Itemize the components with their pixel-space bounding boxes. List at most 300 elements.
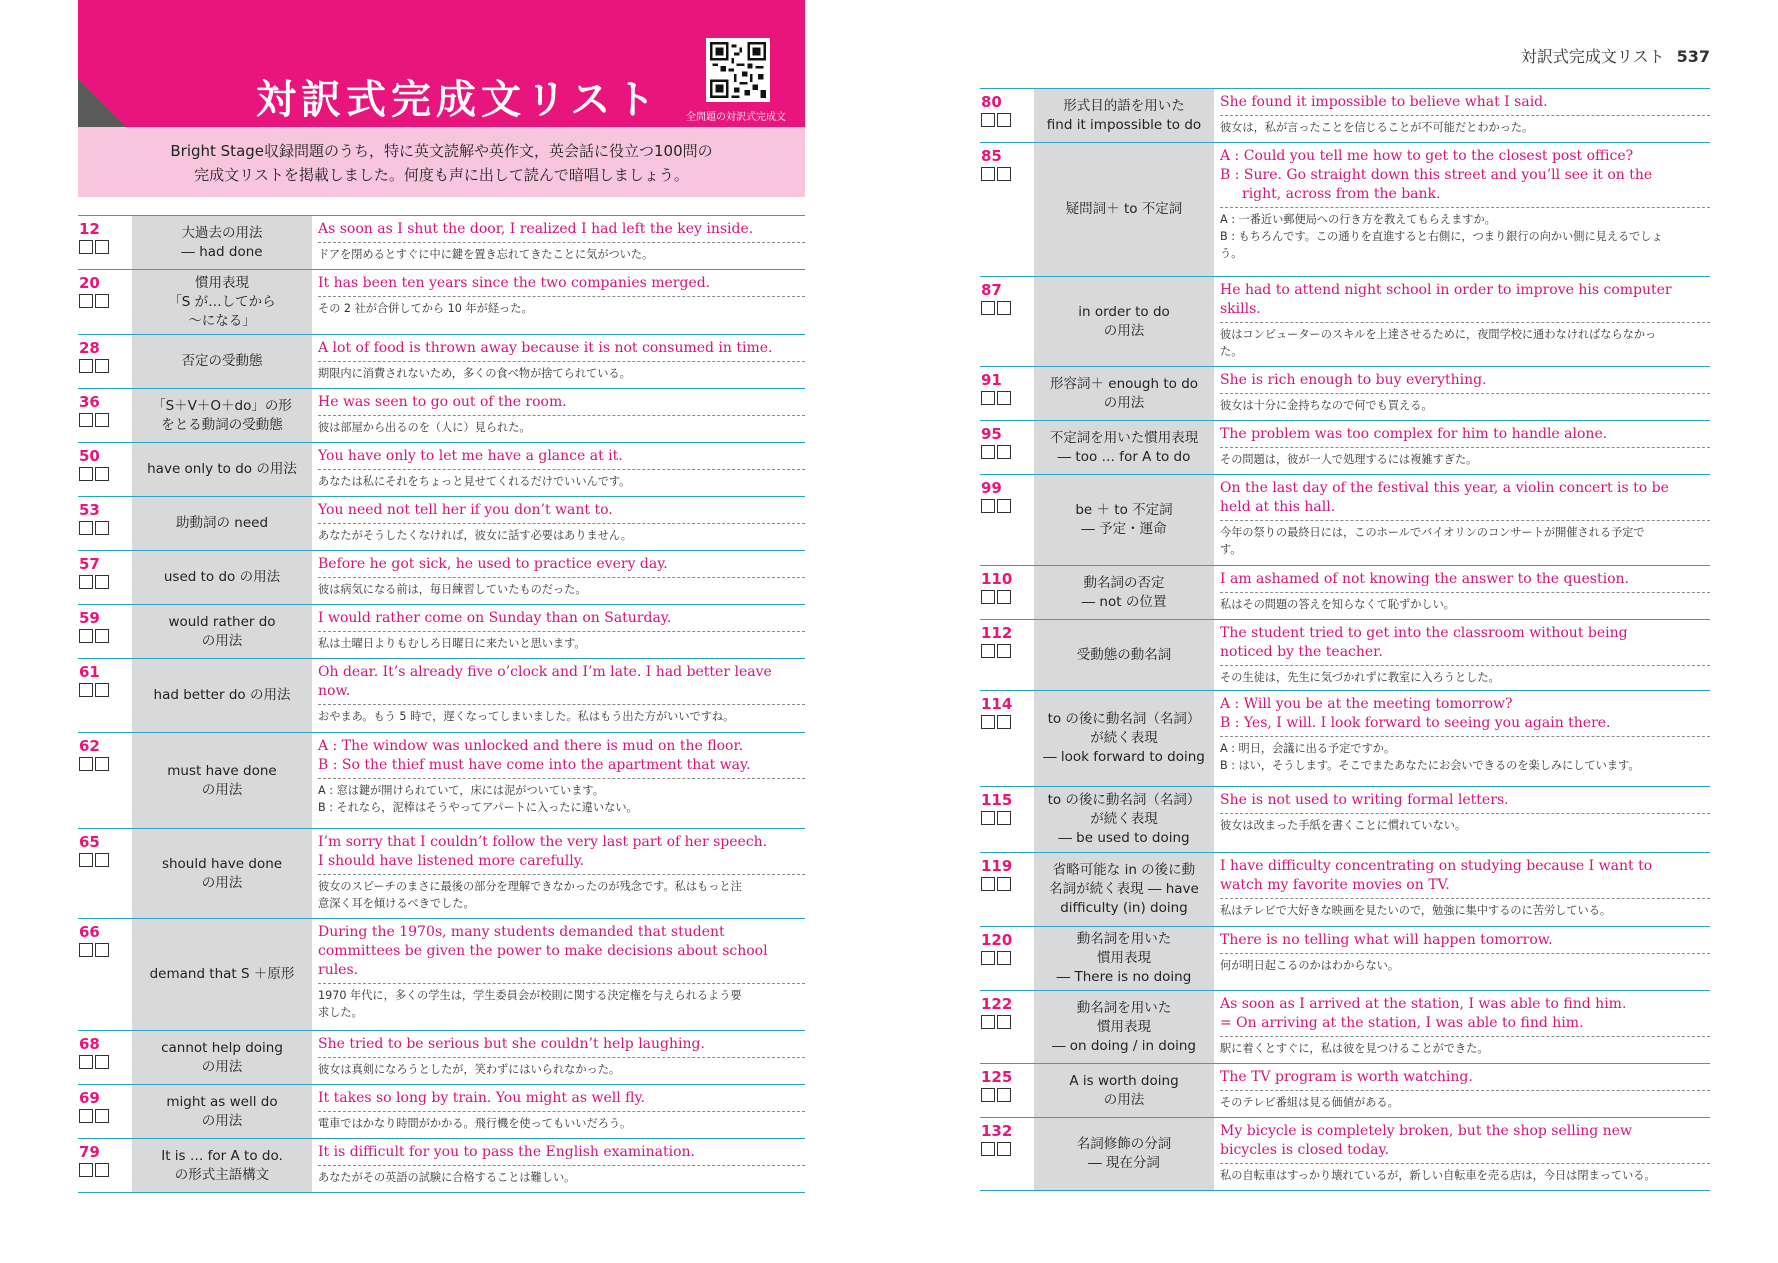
entry-number-block: [980, 89, 1034, 142]
entry-number-block: [980, 787, 1034, 852]
checkbox[interactable]: [79, 683, 93, 697]
english-sentence: [1220, 1118, 1710, 1164]
japanese-line: 期限内に消費されないため，多くの食べ物が捨てられている。: [318, 367, 631, 380]
grammar-category: [1034, 787, 1214, 852]
checkbox[interactable]: [981, 1088, 995, 1102]
entry-content: [1214, 1064, 1710, 1117]
japanese-line: 彼女は真剣になろうとしたが，笑わずにはいられなかった。: [318, 1063, 621, 1076]
entry-content: [1214, 1118, 1710, 1190]
check-boxes: [981, 445, 1034, 459]
japanese-line: A : 明日，会議に出る予定ですか。: [1220, 742, 1396, 755]
entry-number: 87: [981, 281, 1002, 299]
entry-number-block: [980, 421, 1034, 474]
entry-row: [78, 442, 805, 496]
english-sentence: [1220, 367, 1710, 394]
checkbox[interactable]: [95, 943, 109, 957]
entry-number-block: [980, 1064, 1034, 1117]
english-line: I am ashamed of not knowing the answer to the question.: [1220, 571, 1629, 587]
english-line: I have difficulty concentrating on studying because I want to: [1220, 858, 1653, 874]
japanese-translation: [1220, 593, 1710, 615]
japanese-translation: [318, 524, 805, 546]
grammar-category: [132, 270, 312, 334]
english-sentence: [318, 659, 805, 705]
english-line: rules.: [318, 962, 359, 978]
check-boxes: [981, 113, 1034, 127]
grammar-category: [1034, 853, 1214, 926]
entry-number: 12: [79, 220, 100, 238]
grammar-category-label: demand that S ＋原形: [149, 966, 295, 982]
check-boxes: [981, 1142, 1034, 1156]
entry-number: 119: [981, 857, 1013, 875]
checkbox[interactable]: [79, 853, 93, 867]
grammar-category-label: A is worth doing の用法: [1069, 1072, 1179, 1108]
english-line: It has been ten years since the two companies merged.: [318, 275, 711, 291]
grammar-category: [132, 216, 312, 269]
intro-text: [78, 127, 805, 197]
entry-row: [980, 786, 1710, 852]
checkbox[interactable]: [95, 757, 109, 771]
entry-number-block: [78, 389, 132, 442]
japanese-translation: [1220, 737, 1710, 776]
grammar-category: [132, 733, 312, 828]
entry-content: [312, 443, 805, 496]
check-boxes: [981, 1088, 1034, 1102]
entry-content: [1214, 143, 1710, 276]
grammar-category: [1034, 143, 1214, 276]
japanese-translation: [1220, 1091, 1710, 1113]
entry-row: [78, 1138, 805, 1193]
grammar-category: [1034, 620, 1214, 690]
japanese-line: 何が明日起こるのかはわからない。: [1220, 959, 1400, 972]
entry-row: [78, 269, 805, 334]
grammar-category: [132, 1031, 312, 1084]
grammar-category-label: 大過去の用法 ― had done: [181, 224, 263, 260]
grammar-category: [132, 659, 312, 732]
japanese-line: A : 一番近い郵便局への行き方を教えてもらえますか。: [1220, 213, 1496, 226]
grammar-category-label: 形式目的語を用いた find it impossible to do: [1046, 97, 1202, 133]
english-sentence: [318, 1139, 805, 1166]
entry-content: [312, 335, 805, 388]
english-line: right, across from the bank.: [1242, 186, 1441, 202]
entry-number: 20: [79, 274, 100, 292]
japanese-line: 彼女は十分に金持ちなので何でも買える。: [1220, 399, 1433, 412]
entry-content: [1214, 421, 1710, 474]
entry-number: 28: [79, 339, 100, 357]
english-sentence: [1220, 566, 1710, 593]
entry-row: [980, 565, 1710, 619]
english-sentence: [1220, 853, 1710, 899]
checkbox[interactable]: [95, 294, 109, 308]
checkbox[interactable]: [997, 1015, 1011, 1029]
grammar-category: [1034, 421, 1214, 474]
english-line: You have only to let me have a glance at it.: [318, 448, 623, 464]
entry-row: [78, 334, 805, 388]
check-boxes: [981, 391, 1034, 405]
entry-number: 110: [981, 570, 1013, 588]
checkbox[interactable]: [981, 499, 995, 513]
entry-number: 53: [79, 501, 100, 519]
grammar-category-label: 動名詞の否定 ― not の位置: [1081, 574, 1167, 610]
entry-number-block: [78, 551, 132, 604]
japanese-line: B : はい，そうします。そこでまたあなたにお会いできるのを楽しみにしています。: [1220, 759, 1640, 772]
entry-number-block: [78, 1139, 132, 1192]
japanese-line: 意深く耳を傾けるべきでした。: [318, 897, 475, 910]
japanese-line: 駅に着くとすぐに，私は彼を見つけることができた。: [1220, 1042, 1489, 1055]
entry-content: [312, 497, 805, 550]
checkbox[interactable]: [95, 359, 109, 373]
checkbox[interactable]: [95, 521, 109, 535]
entry-row: [980, 142, 1710, 276]
entry-number-block: [78, 443, 132, 496]
grammar-category: [132, 919, 312, 1030]
japanese-translation: [1220, 814, 1710, 836]
japanese-line: その 2 社が合併してから 10 年が経った。: [318, 302, 533, 315]
checkbox[interactable]: [95, 575, 109, 589]
checkbox[interactable]: [95, 240, 109, 254]
english-line: held at this hall.: [1220, 499, 1336, 515]
checkbox[interactable]: [981, 1015, 995, 1029]
checkbox[interactable]: [95, 413, 109, 427]
japanese-line: す。: [1220, 543, 1242, 556]
checkbox[interactable]: [997, 951, 1011, 965]
grammar-category: [132, 389, 312, 442]
entry-row: [980, 990, 1710, 1063]
entry-row: [78, 215, 805, 269]
japanese-line: そのテレビ番組は見る価値がある。: [1220, 1096, 1399, 1109]
grammar-category: [132, 443, 312, 496]
running-head: [1521, 44, 1710, 67]
english-sentence: [318, 1031, 805, 1058]
english-line: He had to attend night school in order to improve his computer: [1220, 282, 1672, 298]
entry-number: 125: [981, 1068, 1013, 1086]
checkbox[interactable]: [79, 943, 93, 957]
checkbox[interactable]: [79, 629, 93, 643]
checkbox[interactable]: [997, 644, 1011, 658]
english-line: committees be given the power to make decisions about school: [318, 943, 768, 959]
checkbox[interactable]: [981, 113, 995, 127]
english-line: She found it impossible to believe what I said.: [1220, 94, 1548, 110]
checkbox[interactable]: [79, 521, 93, 535]
checkbox[interactable]: [981, 811, 995, 825]
entry-content: [312, 270, 805, 334]
checkbox[interactable]: [79, 467, 93, 481]
checkbox[interactable]: [997, 1088, 1011, 1102]
entry-content: [1214, 991, 1710, 1063]
japanese-translation: [318, 705, 805, 727]
checkbox[interactable]: [997, 715, 1011, 729]
entry-row: [78, 1084, 805, 1138]
entry-number: 115: [981, 791, 1013, 809]
grammar-category-label: might as well do の用法: [166, 1093, 278, 1129]
running-head-title: 対訳式完成文リスト: [1520, 47, 1665, 66]
qr-code-icon[interactable]: [706, 38, 770, 102]
entry-row: [980, 926, 1710, 990]
entry-number: 120: [981, 931, 1013, 949]
japanese-translation: [1220, 1164, 1710, 1186]
entry-content: [1214, 927, 1710, 990]
japanese-translation: [318, 1058, 805, 1080]
checkbox[interactable]: [95, 629, 109, 643]
checkbox[interactable]: [997, 167, 1011, 181]
entry-row: [78, 732, 805, 828]
english-sentence: [1220, 787, 1710, 814]
entry-row: [78, 550, 805, 604]
japanese-translation: [1220, 208, 1710, 264]
japanese-translation: [318, 984, 805, 1023]
entry-number: 36: [79, 393, 100, 411]
checkbox[interactable]: [981, 590, 995, 604]
grammar-category-label: 受動態の動名詞: [1076, 646, 1172, 663]
entry-number: 114: [981, 695, 1013, 713]
entry-number-block: [78, 605, 132, 658]
english-line: My bicycle is completely broken, but the shop selling new: [1220, 1123, 1632, 1139]
checkbox[interactable]: [79, 1109, 93, 1123]
checkbox[interactable]: [997, 391, 1011, 405]
english-line: He was seen to go out of the room.: [318, 394, 567, 410]
grammar-category-label: 助動詞の need: [175, 515, 269, 531]
checkbox[interactable]: [981, 301, 995, 315]
japanese-translation: [1220, 394, 1710, 416]
checkbox[interactable]: [981, 644, 995, 658]
grammar-category-label: have only to do の用法: [147, 461, 297, 477]
japanese-line: その問題は，彼が一人で処理するには複雑すぎた。: [1220, 453, 1478, 466]
checkbox[interactable]: [997, 811, 1011, 825]
grammar-category: [132, 1085, 312, 1138]
entry-number: 80: [981, 93, 1002, 111]
english-sentence: [318, 443, 805, 470]
entry-row: [980, 88, 1710, 142]
check-boxes: [79, 1109, 132, 1123]
english-line: A lot of food is thrown away because it is not consumed in time.: [318, 340, 773, 356]
japanese-line: 彼女は，私が言ったことを信じることが不可能だとわかった。: [1220, 121, 1534, 134]
entry-content: [312, 551, 805, 604]
grammar-category-label: had better do の用法: [153, 687, 291, 703]
english-sentence: [318, 1085, 805, 1112]
english-sentence: [318, 270, 805, 297]
english-sentence: [318, 605, 805, 632]
japanese-translation: [318, 1166, 805, 1188]
japanese-line: た。: [1220, 345, 1243, 358]
entry-content: [312, 659, 805, 732]
grammar-category-label: 疑問詞＋ to 不定詞: [1065, 201, 1183, 217]
japanese-line: あなたは私にそれをちょっと見せてくれるだけでいいんです。: [318, 475, 631, 488]
grammar-category-label: to の後に動名詞（名詞） が続く表現 ― be used to doing: [1047, 792, 1201, 846]
english-line: noticed by the teacher.: [1220, 644, 1383, 660]
checkbox[interactable]: [95, 467, 109, 481]
grammar-category: [1034, 1064, 1214, 1117]
japanese-translation: [318, 875, 805, 914]
checkbox[interactable]: [981, 877, 995, 891]
entry-number-block: [78, 829, 132, 918]
entry-number: 132: [981, 1122, 1013, 1140]
grammar-category-label: used to do の用法: [163, 569, 281, 585]
header-banner: [78, 0, 805, 127]
grammar-category: [132, 1139, 312, 1192]
japanese-translation: [1220, 323, 1710, 362]
entry-row: [78, 658, 805, 732]
japanese-translation: [318, 470, 805, 492]
japanese-line: B : それなら，泥棒はそうやってアパートに入ったに違いない。: [318, 801, 638, 814]
checkbox[interactable]: [997, 113, 1011, 127]
page-title: 対訳式完成文リスト: [256, 77, 661, 123]
entry-number: 122: [981, 995, 1013, 1013]
entry-number-block: [980, 566, 1034, 619]
entry-content: [312, 1031, 805, 1084]
english-line: During the 1970s, many students demanded that student: [318, 924, 725, 940]
checkbox[interactable]: [981, 715, 995, 729]
qr-caption: 全問題の対訳式完成文: [686, 112, 786, 123]
entry-row: [980, 276, 1710, 366]
entry-content: [312, 216, 805, 269]
grammar-category-label: be ＋ to 不定詞 ― 予定・運命: [1075, 502, 1173, 537]
entry-row: [980, 690, 1710, 786]
grammar-category-label: 否定の受動態: [181, 353, 263, 369]
checkbox[interactable]: [997, 1142, 1011, 1156]
checkbox[interactable]: [981, 1142, 995, 1156]
checkbox[interactable]: [997, 877, 1011, 891]
grammar-category-label: 省略可能な in の後に動 名詞が続く表現 ― have difficulty (in) doing: [1049, 862, 1199, 916]
japanese-translation: [318, 779, 805, 818]
checkbox[interactable]: [997, 590, 1011, 604]
entry-row: [980, 474, 1710, 565]
checkbox[interactable]: [79, 757, 93, 771]
entry-content: [1214, 853, 1710, 926]
checkbox[interactable]: [79, 1055, 93, 1069]
entry-row: [980, 1063, 1710, 1117]
japanese-line: 私の自転車はすっかり壊れているが，新しい自転車を売る店は，今日は閉まっている。: [1220, 1169, 1656, 1182]
japanese-translation: [1220, 899, 1710, 921]
entry-content: [1214, 367, 1710, 420]
checkbox[interactable]: [981, 951, 995, 965]
grammar-category-label: should have done の用法: [161, 855, 283, 891]
checkbox[interactable]: [981, 391, 995, 405]
grammar-category-label: would rather do の用法: [168, 613, 276, 649]
entry-number: 79: [79, 1143, 100, 1161]
entry-number-block: [980, 475, 1034, 565]
grammar-category-label: It is … for A to do. の形式主語構文: [161, 1147, 283, 1183]
english-sentence: [318, 733, 805, 779]
english-line: skills.: [1220, 301, 1261, 317]
english-sentence: [1220, 143, 1710, 208]
japanese-translation: [318, 297, 805, 319]
entry-content: [312, 733, 805, 828]
check-boxes: [79, 413, 132, 427]
english-line: The TV program is worth watching.: [1220, 1069, 1473, 1085]
english-line: B : Yes, I will. I look forward to seeing you again there.: [1220, 715, 1611, 731]
checkbox[interactable]: [997, 301, 1011, 315]
entry-row: [980, 366, 1710, 420]
entry-row: [78, 496, 805, 550]
checkbox[interactable]: [79, 1163, 93, 1177]
grammar-category: [1034, 367, 1214, 420]
checkbox[interactable]: [79, 359, 93, 373]
japanese-line: 彼女のスピーチのまさに最後の部分を理解できなかったのが残念です。私はもっと注: [318, 880, 742, 893]
english-line: She is rich enough to buy everything.: [1220, 372, 1487, 388]
japanese-translation: [1220, 448, 1710, 470]
entry-number-block: [980, 691, 1034, 786]
banner-corner-decoration: [78, 79, 126, 127]
japanese-line: 1970 年代に，多くの学生は，学生委員会が校則に関する決定権を与えられるよう要: [318, 989, 742, 1002]
checkbox[interactable]: [79, 294, 93, 308]
entry-number: 50: [79, 447, 100, 465]
intro-line-2: 完成文リストを掲載しました。何度も声に出して読んで暗唱しましょう。: [194, 166, 689, 184]
check-boxes: [79, 575, 132, 589]
english-sentence: [318, 497, 805, 524]
english-sentence: [318, 919, 805, 984]
entry-row: [78, 918, 805, 1030]
japanese-line: おやまあ。もう 5 時で，遅くなってしまいました。私はもう出た方がいいですね。: [318, 710, 735, 723]
japanese-line: 彼は病気になる前は，毎日練習していたものだった。: [318, 583, 587, 596]
english-line: As soon as I arrived at the station, I was able to find him.: [1220, 996, 1627, 1012]
entry-number: 68: [79, 1035, 100, 1053]
checkbox[interactable]: [997, 499, 1011, 513]
english-sentence: [1220, 927, 1710, 954]
entry-number-block: [78, 1031, 132, 1084]
checkbox[interactable]: [95, 1109, 109, 1123]
entry-content: [1214, 620, 1710, 690]
checkbox[interactable]: [981, 445, 995, 459]
entry-number-block: [78, 335, 132, 388]
check-boxes: [981, 811, 1034, 825]
japanese-translation: [318, 1112, 805, 1134]
grammar-category-label: cannot help doing の用法: [161, 1039, 283, 1075]
entry-content: [1214, 691, 1710, 786]
grammar-category: [132, 551, 312, 604]
japanese-translation: [1220, 954, 1710, 976]
english-sentence: [1220, 277, 1710, 323]
english-line: B : Sure. Go straight down this street and you’ll see it on the: [1220, 167, 1653, 183]
entry-number-block: [980, 991, 1034, 1063]
checkbox[interactable]: [79, 575, 93, 589]
japanese-translation: [1220, 116, 1710, 138]
checkbox[interactable]: [981, 167, 995, 181]
checkbox[interactable]: [79, 413, 93, 427]
entry-number-block: [980, 277, 1034, 366]
entry-number-block: [78, 659, 132, 732]
grammar-category: [1034, 927, 1214, 990]
entry-number-block: [78, 733, 132, 828]
english-line: It takes so long by train. You might as well fly.: [318, 1090, 645, 1106]
grammar-category: [1034, 991, 1214, 1063]
entry-content: [312, 829, 805, 918]
entry-number: 61: [79, 663, 100, 681]
checkbox[interactable]: [95, 1163, 109, 1177]
checkbox[interactable]: [95, 683, 109, 697]
grammar-category: [132, 829, 312, 918]
entry-number-block: [980, 853, 1034, 926]
check-boxes: [981, 167, 1034, 181]
japanese-translation: [318, 578, 805, 600]
grammar-category: [1034, 566, 1214, 619]
entry-content: [312, 389, 805, 442]
japanese-line: 私はその問題の答えを知らなくて恥ずかしい。: [1220, 598, 1455, 611]
entry-number: 85: [981, 147, 1002, 165]
grammar-category-label: 慣用表現 「S が…してから ～になる」: [168, 274, 276, 329]
checkbox[interactable]: [95, 1055, 109, 1069]
entry-row: [980, 852, 1710, 926]
entry-row: [78, 388, 805, 442]
checkbox[interactable]: [997, 445, 1011, 459]
english-sentence: [318, 389, 805, 416]
english-sentence: [318, 335, 805, 362]
check-boxes: [981, 644, 1034, 658]
grammar-category: [132, 605, 312, 658]
english-line: now.: [318, 683, 351, 699]
checkbox[interactable]: [79, 240, 93, 254]
japanese-translation: [1220, 1037, 1710, 1059]
entry-number-block: [78, 497, 132, 550]
checkbox[interactable]: [95, 853, 109, 867]
